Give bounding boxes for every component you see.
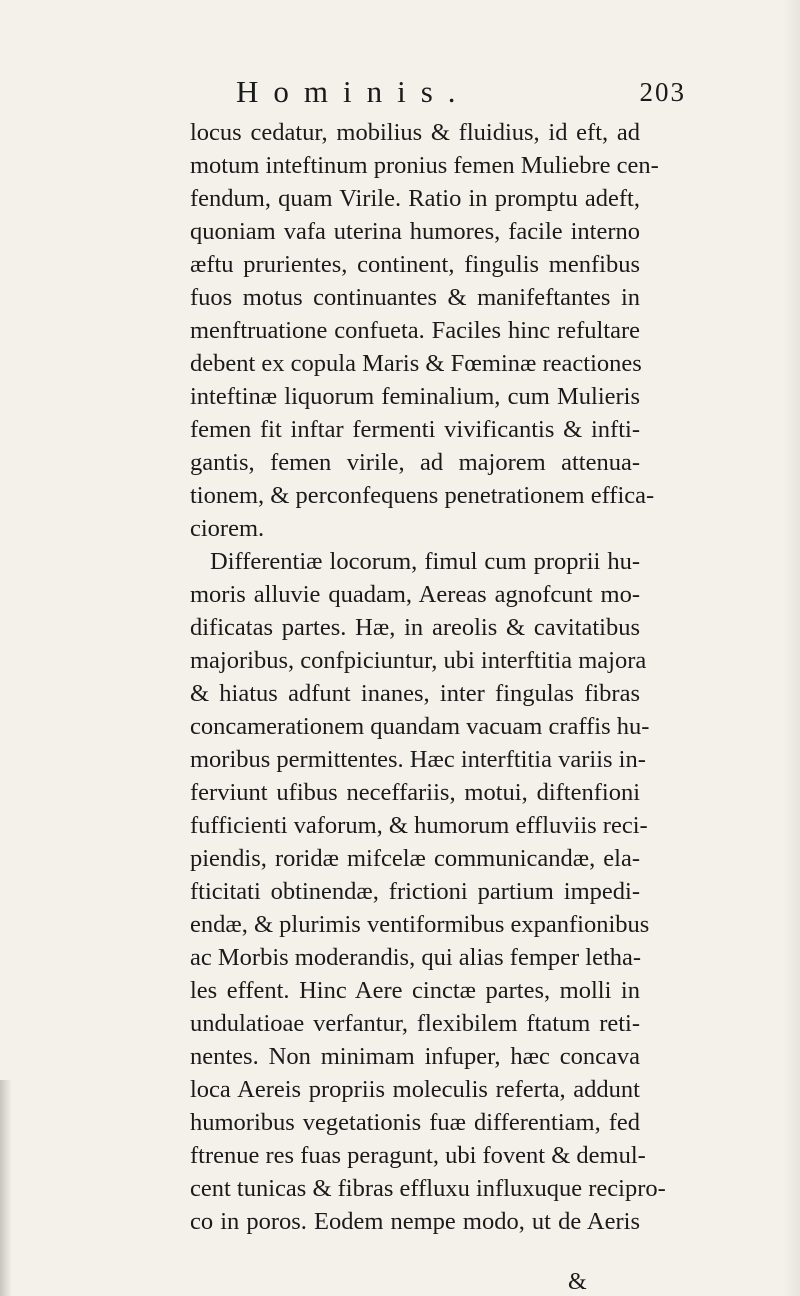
text-line: cent tunicas & fibras effluxu influxuque recipro- bbox=[190, 1175, 666, 1202]
text-line: fufficienti vaforum, & humorum effluviis reci- bbox=[190, 812, 648, 839]
text-line: fendum, quam Virile. Ratio in promptu adeft, bbox=[190, 185, 640, 212]
text-line: & hiatus adfunt inanes, inter fingulas fibras bbox=[190, 680, 640, 707]
text-line: tionem, & perconfequens penetrationem effica- bbox=[190, 482, 655, 509]
text-line: undulatioae verfantur, flexibilem ftatum reti- bbox=[190, 1010, 640, 1037]
text-line: quoniam vafa uterina humores, facile interno bbox=[190, 218, 640, 245]
text-line: nentes. Non minimam infuper, hæc concava bbox=[190, 1043, 640, 1070]
text-line: concamerationem quandam vacuam craffis hu- bbox=[190, 713, 650, 740]
text-line: co in poros. Eodem nempe modo, ut de Aeris bbox=[190, 1208, 640, 1235]
text-line: æftu prurientes, continent, fingulis menfibus bbox=[190, 251, 640, 278]
text-line: motum inteftinum pronius femen Muliebre cen- bbox=[190, 152, 659, 179]
paragraph-start-line: Differentiæ locorum, fimul cum proprii hu- bbox=[210, 548, 640, 575]
text-line: ferviunt ufibus neceffariis, motui, diftenfioni bbox=[190, 779, 640, 806]
text-line: locus cedatur, mobilius & fluidius, id eft, ad bbox=[190, 119, 640, 146]
binding-shadow bbox=[0, 1080, 12, 1296]
page-number: 203 bbox=[639, 77, 686, 107]
text-line: piendis, roridæ mifcelæ communicandæ, ela- bbox=[190, 845, 640, 872]
text-line: ciorem. bbox=[190, 515, 265, 542]
text-line: moribus permittentes. Hæc interftitia variis in- bbox=[190, 746, 646, 773]
text-line: majoribus, confpiciuntur, ubi interftitia majora bbox=[190, 647, 647, 674]
text-line: dificatas partes. Hæ, in areolis & cavitatibus bbox=[190, 614, 640, 641]
running-head: Hominis. bbox=[236, 74, 471, 109]
text-line: les effent. Hinc Aere cinctæ partes, molli in bbox=[190, 977, 640, 1004]
text-line: inteftinæ liquorum feminalium, cum Mulieris bbox=[190, 383, 640, 410]
text-line: debent ex copula Maris & Fœminæ reactiones bbox=[190, 350, 642, 377]
text-line: menftruatione confueta. Faciles hinc refultare bbox=[190, 317, 640, 344]
text-line: femen fit inftar fermenti vivificantis & infti- bbox=[190, 416, 640, 443]
text-line: ac Morbis moderandis, qui alias femper letha- bbox=[190, 944, 642, 971]
text-line: humoribus vegetationis fuæ differentiam, fed bbox=[190, 1109, 640, 1136]
page-header bbox=[236, 72, 696, 112]
text-line: loca Aereis propriis moleculis referta, addunt bbox=[190, 1076, 640, 1103]
text-line: moris alluvie quadam, Aereas agnofcunt mo- bbox=[190, 581, 640, 608]
text-line: fticitati obtinendæ, frictioni partium impedi- bbox=[190, 878, 640, 905]
page-edge-shadow bbox=[782, 0, 800, 1296]
text-line: fuos motus continuantes & manifeftantes in bbox=[190, 284, 640, 311]
text-line: ftrenue res fuas peragunt, ubi fovent & demul- bbox=[190, 1142, 646, 1169]
catchword: & bbox=[568, 1269, 587, 1295]
text-line: endæ, & plurimis ventiformibus expanfionibus bbox=[190, 911, 650, 938]
text-line: gantis, femen virile, ad majorem attenua- bbox=[190, 449, 640, 476]
